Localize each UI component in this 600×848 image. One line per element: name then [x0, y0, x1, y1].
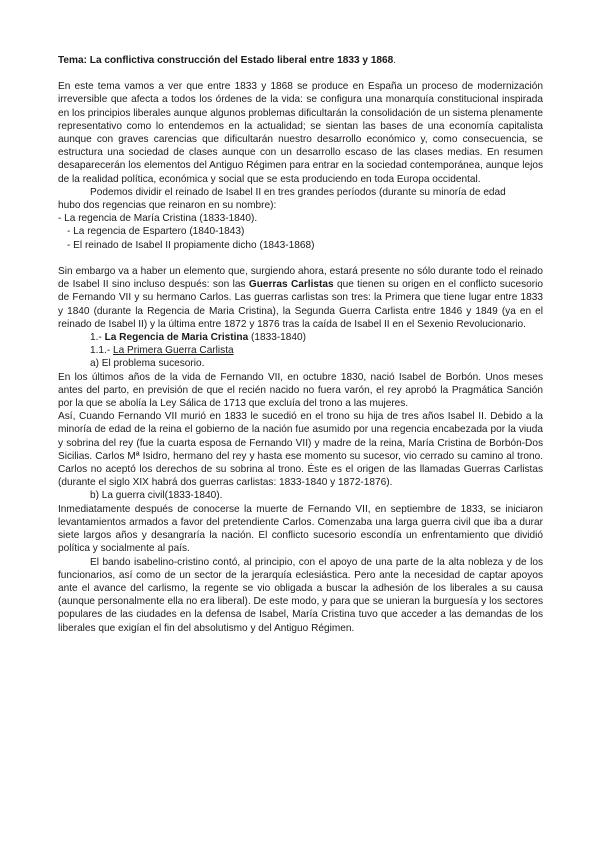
- spacer: [58, 252, 543, 265]
- list-item-reign-isabel: - El reinado de Isabel II propiamente dicho (1843-1868): [67, 239, 315, 251]
- subheading-succession-problem: a) El problema sucesorio.: [90, 358, 205, 370]
- document-title: Tema: La conflictiva construcción del Estado liberal entre 1833 y 1868.: [58, 55, 397, 66]
- list-item-regency-espartero: - La regencia de Espartero (1840-1843): [67, 226, 245, 238]
- subsection-heading-first-carlist-war: 1.1.- La Primera Guerra Carlista: [90, 345, 234, 357]
- paragraph-succession-1: En los últimos años de la vida de Fernando VII, en octubre 1830, nació Isabel de Borbón. Unos meses antes del parto, en previsión de que el recién nacido no fuera varón, el rey aprobó la Pragmática Sanción por la que se abolía la Ley Sálica de 1713 que excluía del trono a las mujeres.: [58, 371, 543, 410]
- paragraph-civil-war-2: El bando isabelino-cristino contó, al principio, con el apoyo de una parte de la alta nobleza y de los funcionarios, así como de un sector de la jerarquía eclesiástica. Pero ante la necesidad de captar apoyos ante el avance del carlismo, la regente se vio obligada a buscar la adhesión de los liberales a su causa (aunque personalmente ella no era liberal). De este modo, y para que se unieran la burguesía y los sectores populares de las ciudades en la defensa de Isabel, María Cristina tuvo que acceder a las demandas de los liberales que exigían el fin del absolutismo y del Antiguo Régimen.: [58, 556, 543, 634]
- subheading-civil-war: b) La guerra civil(1833-1840).: [90, 490, 223, 502]
- paragraph-divide-reign-cont: hubo dos regencias que reinaron en su nombre):: [58, 200, 277, 212]
- list-item-regency-maria-cristina: - La regencia de María Cristina (1833-1840).: [58, 213, 258, 225]
- section-heading-regency: 1.- La Regencia de Maria Cristina (1833-1840): [90, 332, 307, 344]
- paragraph-civil-war-1: Inmediatamente después de conocerse la muerte de Fernando VII, en septiembre de 1833, se iniciaron levantamientos armados a favor del pretendiente Carlos. Comenzaba una larga guerra civil que iba a durar siete largos años y desangraría la nación. El conflicto sucesorio escondía un enfrentamiento que dividió política y socialmente al país.: [58, 503, 543, 555]
- carlist-wars-bold: Guerras Carlistas: [248, 279, 334, 291]
- paragraph-carlist-wars: Sin embargo va a haber un elemento que, surgiendo ahora, estará presente no sólo durante todo el reinado de Isabel II sino incluso después: son las Guerras Carlistas que tienen su origen en el conflicto sucesorio de Fernando VII y su hermano Carlos. Las guerras carlistas son tres: la Primera que tiene lugar entre 1833 y 1840 (durante la Regencia de Maria Cristina), la Segunda Guerra Carlista entre 1846 y 1849 (ya en el reinado de Isabel II) y la última entre 1872 y 1876 tras la caída de Isabel II en el Sexenio Revolucionario.: [58, 266, 543, 330]
- paragraph-succession-2: Así, Cuando Fernando VII murió en 1833 le sucedió en el trono su hija de tres años Isabel II. Debido a la minoría de edad de la reina el gobierno de la nación fue asumido por una regencia encabezada por la viuda y sobrina del rey (fue la cuarta esposa de Fernando VII) y madre de la reina, María Cristina de Borbón-Dos Sicilias. Carlos Mª Isidro, hermano del rey y hasta ese momento su sucesor, vio cerrado su camino al trono. Carlos no aceptó los derechos de su sobrina al trono. Éste es el origen de las llamadas Guerras Carlistas (durante el siglo XIX habrá dos guerras carlistas: 1833-1840 y 1872-1876).: [58, 411, 543, 489]
- first-carlist-war-link[interactable]: La Primera Guerra Carlista: [113, 345, 234, 357]
- paragraph-intro: En este tema vamos a ver que entre 1833 y 1868 se produce en España un proceso de modernización irreversible que afecta a todos los órdenes de la vida: se configura una monarquía constitucional inspirada en los principios liberales aunque algunos problemas dificultarán la consolidación de un sistema plenamente representativo como lo entendemos en la actualidad; se sientan las bases de una economía capitalista aunque con graves carencias que dificultarán nuestro desarrollo económico y, como consecuencia, se estructura una sociedad de clases aunque con un desarrollo escaso de las clases medias. En resumen desaparecerán los elementos del Antiguo Régimen para entrar en la sociedad contemporánea, aunque lejos de la realidad política, económica y social que se esta produciendo en toda Europa occidental.: [58, 81, 543, 185]
- paragraph-divide-reign: Podemos dividir el reinado de Isabel II en tres grandes períodos (durante su minoría de edad: [90, 186, 506, 198]
- document-page: [58, 54, 543, 635]
